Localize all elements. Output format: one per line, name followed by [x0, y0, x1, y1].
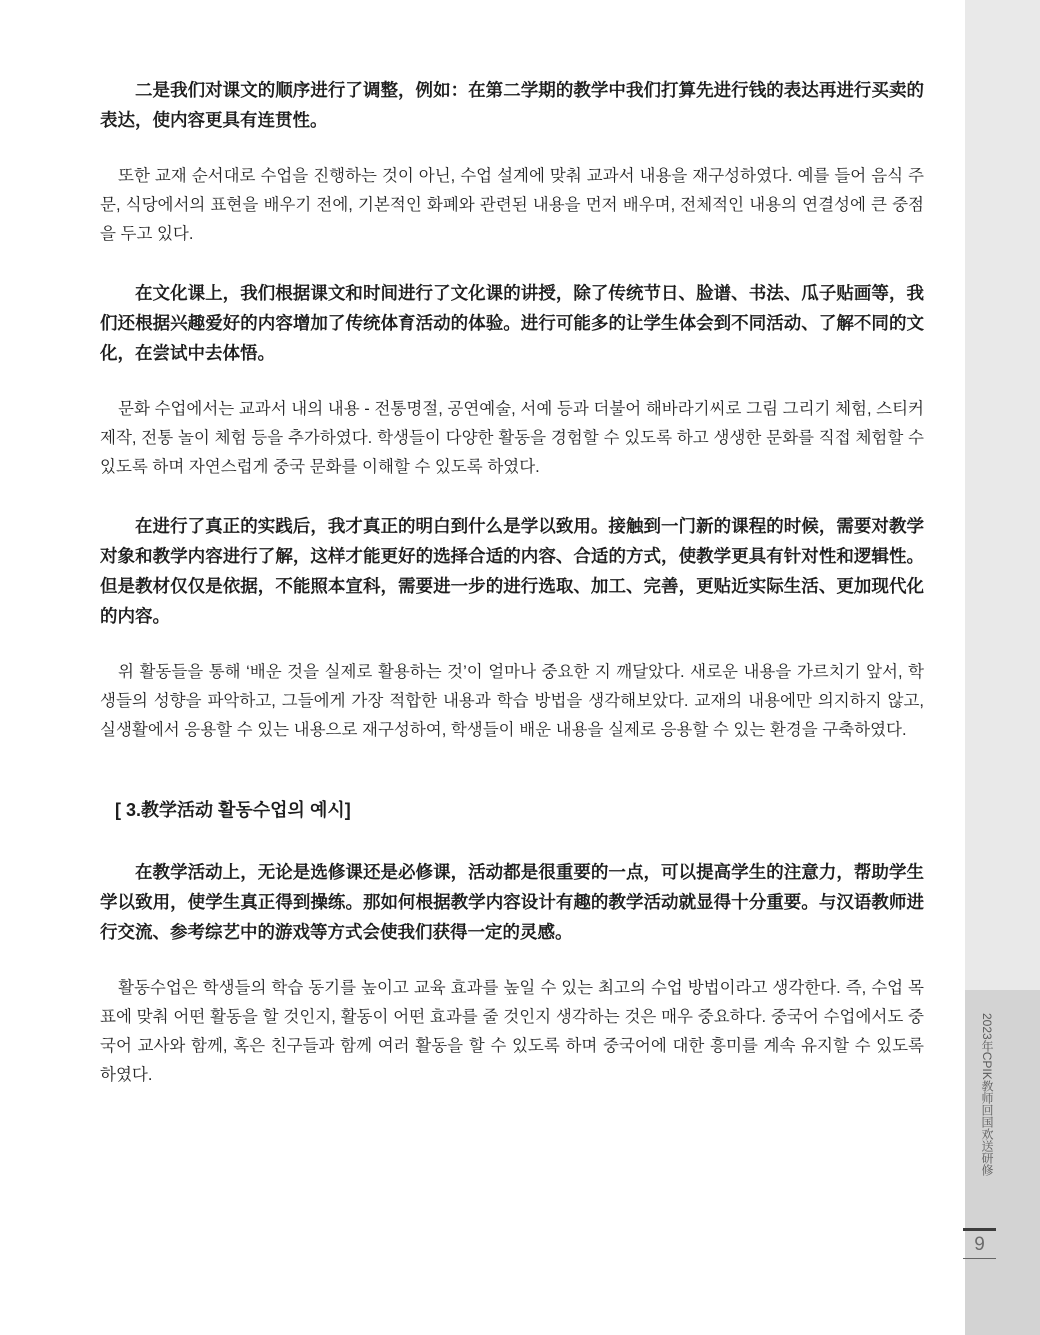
- page-number: 9: [974, 1234, 985, 1255]
- body-paragraph-zh: 在进行了真正的实践后，我才真正的明白到什么是学以致用。接触到一门新的课程的时候，需要对教学对象和教学内容进行了解，这样才能更好的选择合适的内容、合适的方式，使教学更具有针对性和逻辑性。但是教材仅仅是依据，不能照本宣科，需要进一步的进行选取、加工、完善，更贴近实际生活、更加现代化的内容。: [100, 516, 924, 626]
- page-number-rule-bottom: [963, 1258, 996, 1259]
- body-paragraph-ko: 활동수업은 학생들의 학습 동기를 높이고 교육 효과를 높일 수 있는 최고의 수업 방법이라고 생각한다. 즉, 수업 목표에 맞춰 어떤 활동을 할 것인지, 활동이 어떤 효과를 줄 것인지 생각하는 것은 매우 중요하다. 중국어 수업에서도 중국어 교사와 함께, 혹은 친구들과 함께 여러 활동을 할 수 있도록 하며 중국어에 대한 흥미를 계속 유지할 수 있도록 하였다.: [100, 979, 924, 1084]
- body-paragraph-zh: 二是我们对课文的顺序进行了调整，例如：在第二学期的教学中我们打算先进行钱的表达再进行买卖的表达，使内容更具有连贯性。: [100, 80, 924, 130]
- body-paragraph-zh: 在文化课上，我们根据课文和时间进行了文化课的讲授，除了传统节日、脸谱、书法、瓜子贴画等，我们还根据兴趣爱好的内容增加了传统体育活动的体验。进行可能多的让学生体会到不同活动、了解不同的文化，在尝试中去体悟。: [100, 283, 924, 363]
- body-paragraph-ko: 문화 수업에서는 교과서 내의 내용 - 전통명절, 공연예술, 서예 등과 더불어 해바라기씨로 그림 그리기 체험, 스티커 제작, 전통 놀이 체험 등을 추가하였다. 학생들이 다양한 활동을 경험할 수 있도록 하고 생생한 문화를 직접 체험할 수 있도록 하며 자연스럽게 중국 문화를 이해할 수 있도록 하였다.: [100, 400, 924, 476]
- section-heading: [ 3.教学活动 활동수업의 예시]: [115, 800, 351, 820]
- content-area: [100, 75, 924, 1119]
- body-paragraph-ko: 또한 교재 순서대로 수업을 진행하는 것이 아닌, 수업 설계에 맞춰 교과서 내용을 재구성하였다. 예를 들어 음식 주문, 식당에서의 표현을 배우기 전에, 기본적인 화폐와 관련된 내용을 먼저 배우며, 전체적인 내용의 연결성에 큰 중점을 두고 있다.: [100, 167, 924, 243]
- sidebar-vertical-label: 2023年CPIK教师回国欢送研修: [980, 1013, 994, 1176]
- body-paragraph-ko: 위 활동들을 통해 ‘배운 것을 실제로 활용하는 것’이 얼마나 중요한 지 깨달았다. 새로운 내용을 가르치기 앞서, 학생들의 성향을 파악하고, 그들에게 가장 적합한 내용과 학습 방법을 생각해보았다. 교재의 내용에만 의지하지 않고, 실생활에서 응용할 수 있는 내용으로 재구성하여, 학생들이 배운 내용을 실제로 응용할 수 있는 환경을 구축하였다.: [100, 663, 924, 739]
- body-paragraph-zh: 在教学活动上，无论是选修课还是必修课，活动都是很重要的一点，可以提高学生的注意力，帮助学生学以致用，使学生真正得到操练。那如何根据教学内容设计有趣的教学活动就显得十分重要。与汉语教师进行交流、参考综艺中的游戏等方式会使我们获得一定的灵感。: [100, 862, 924, 942]
- sidebar-strip-bottom: [965, 990, 1040, 1335]
- sidebar-strip-top: [965, 0, 1040, 990]
